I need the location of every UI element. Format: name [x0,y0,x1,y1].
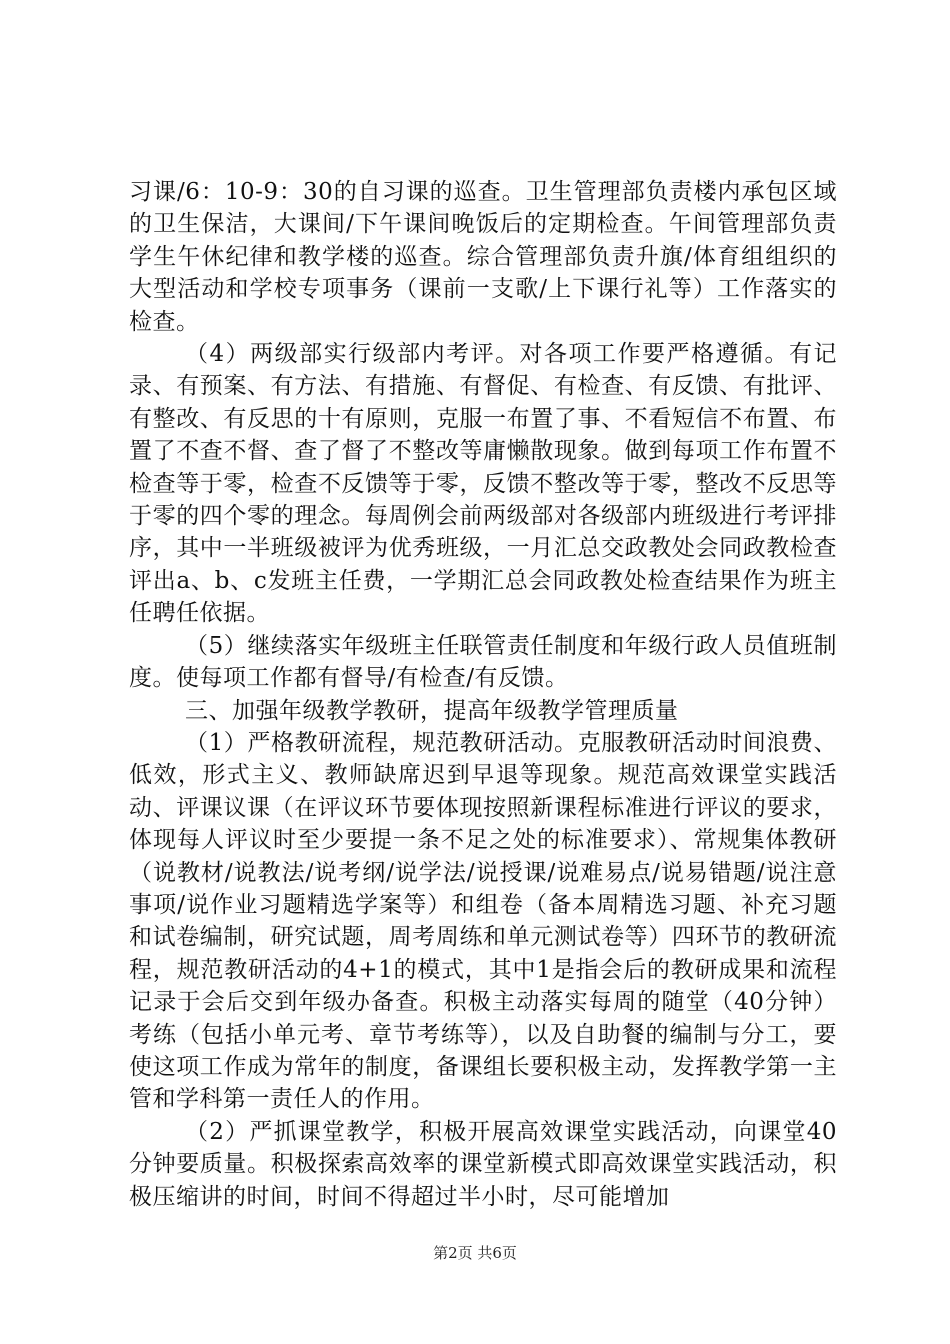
document-body [129,176,837,1213]
section-heading-3: 三、加强年级教学教研，提高年级教学管理质量 [185,697,679,724]
paragraph-item-5: （5）继续落实年级班主任联管责任制度和年级行政人员值班制度。使每项工作都有督导/有检查/有反馈。 [129,632,837,692]
paragraph-item-4: （4）两级部实行级部内考评。对各项工作要严格遵循。有记录、有预案、有方法、有措施、有督促、有检查、有反馈、有批评、有整改、有反思的十有原则，克服一布置了事、不看短信不布置、布置了不查不督、查了督了不整改等庸懒散现象。做到每项工作布置不检查等于零，检查不反馈等于零，反馈不整改等于零，整改不反思等于零的四个零的理念。每周例会前两级部对各级部内班级进行考评排序，其中一半班级被评为优秀班级，一月汇总交政教处会同政教检查评出a、b、c发班主任费，一学期汇总会同政教处检查结果作为班主任聘任依据。 [129,341,837,627]
page-number-footer: 第2页 共6页 [433,1244,517,1262]
paragraph-item-1: （1）严格教研流程，规范教研活动。克服教研活动时间浪费、低效，形式主义、教师缺席迟到早退等现象。规范高效课堂实践活动、评课议课（在评议环节要体现按照新课程标准进行评议的要求，体现每人评议时至少要提一条不足之处的标准要求）、常规集体教研（说教材/说教法/说考纲/说学法/说授课/说难易点/说易错题/说注意事项/说作业习题精选学案等）和组卷（备本周精选习题、补充习题和试卷编制，研究试题，周考周练和单元测试卷等）四环节的教研流程，规范教研活动的4+1的模式，其中1是指会后的教研成果和流程记录于会后交到年级办备查。积极主动落实每周的随堂（40分钟）考练（包括小单元考、章节考练等），以及自助餐的编制与分工，要使这项工作成为常年的制度，备课组长要积极主动，发挥教学第一主管和学科第一责任人的作用。 [129,729,837,1113]
paragraph-continuation: 习课/6：10-9：30的自习课的巡查。卫生管理部负责楼内承包区域的卫生保洁，大课间/下午课间晚饭后的定期检查。午间管理部负责学生午休纪律和教学楼的巡查。综合管理部负责升旗/体育组组织的大型活动和学校专项事务（课前一支歌/上下课行礼等）工作落实的检查。 [129,179,837,335]
paragraph-item-2: （2）严抓课堂教学，积极开展高效课堂实践活动，向课堂40分钟要质量。积极探索高效率的课堂新模式即高效课堂实践活动，积极压缩讲的时间，时间不得超过半小时，尽可能增加 [129,1118,837,1210]
